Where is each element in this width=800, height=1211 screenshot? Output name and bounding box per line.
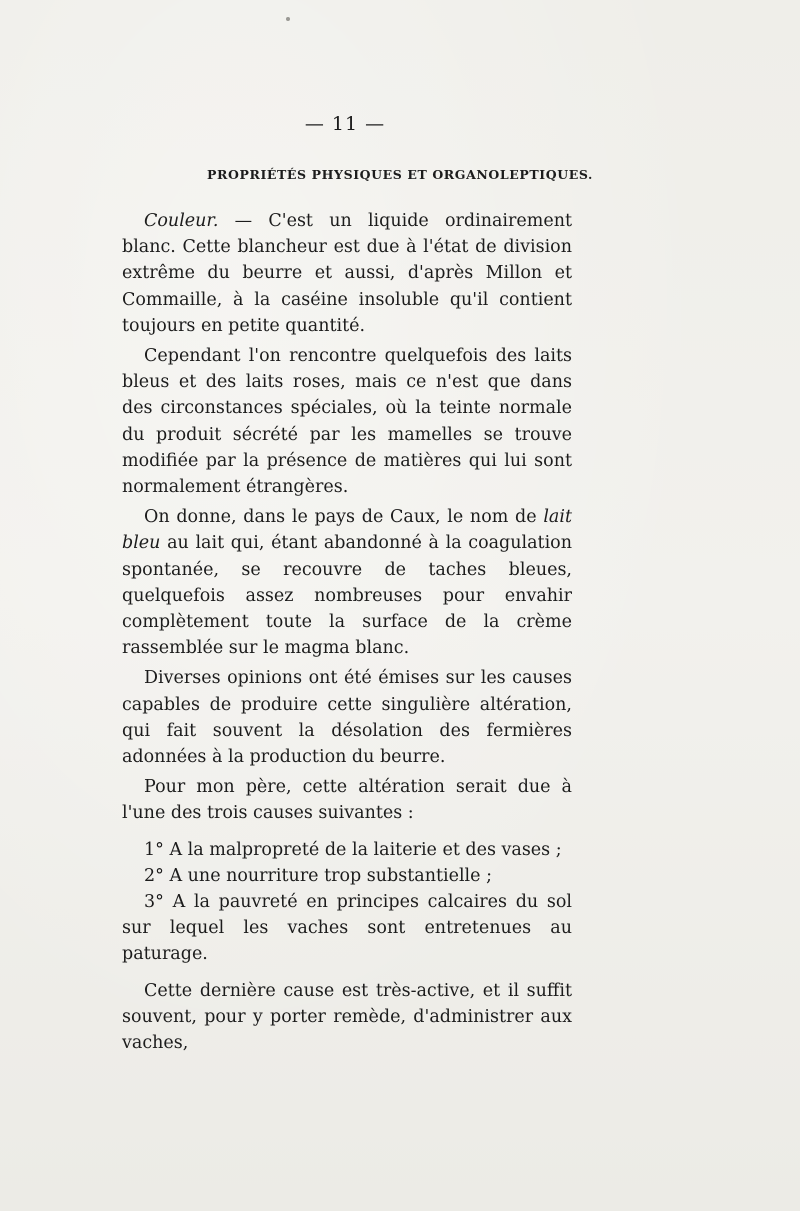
paragraph-laits-bleus: Cependant l'on rencontre quelquefois des laits bleus et des laits roses, mais ce n'est que dans des circonstances spéciales, où la teinte normale du produit sécrété par les mamelles se trouve modifiée par la présence de matières qui lui sont normalement étrangères. [122, 346, 572, 498]
paragraph-opinions: Diverses opinions ont été émises sur les causes capables de produire cette singulière altération, qui fait souvent la désolation des fermières adonnées à la production du beurre. [122, 668, 572, 768]
paragraph-text: au lait qui, étant abandonné à la coagulation spontanée, se recouvre de taches bleues, quelquefois assez nombreuses pour envahir complètement toute la surface de la crème rassemblée sur le magma blanc. [122, 533, 572, 659]
paragraph-couleur [122, 208, 572, 339]
paragraph-causes-intro: Pour mon père, cette altération serait due à l'une des trois causes suivantes : [122, 777, 572, 824]
paragraph-derniere-cause: Cette dernière cause est très-active, et il suffit souvent, pour y porter remède, d'administrer aux vaches, [122, 980, 572, 1054]
paragraph-pays-de-caux [122, 504, 572, 661]
section-label: Couleur. [144, 211, 219, 231]
running-head: PROPRIÉTÉS PHYSIQUES ET ORGANOLEPTIQUES. [206, 167, 593, 182]
list-item: 1° A la malpropreté de la laiterie et des vases ; [144, 839, 562, 860]
page-number: — 11 — [304, 113, 386, 135]
paragraph-text: — C'est un liquide ordinairement blanc. Cette blancheur est due à l'état de division extrême du beurre et aussi, d'après Millon et Commaille, à la caséine insoluble qu'il contient toujours en petite quantité. [122, 211, 572, 336]
paragraph-text: On donne, dans le pays de Caux, le nom de [144, 507, 544, 528]
list-item: 2° A une nourriture trop substantielle ; [144, 865, 492, 886]
body-text [122, 208, 572, 1056]
ink-speck [286, 17, 290, 21]
list-item: 3° A la pauvreté en principes calcaires du sol sur lequel les vaches sont entretenues au paturage. [122, 892, 572, 965]
italic-term: lait bleu [122, 507, 572, 554]
